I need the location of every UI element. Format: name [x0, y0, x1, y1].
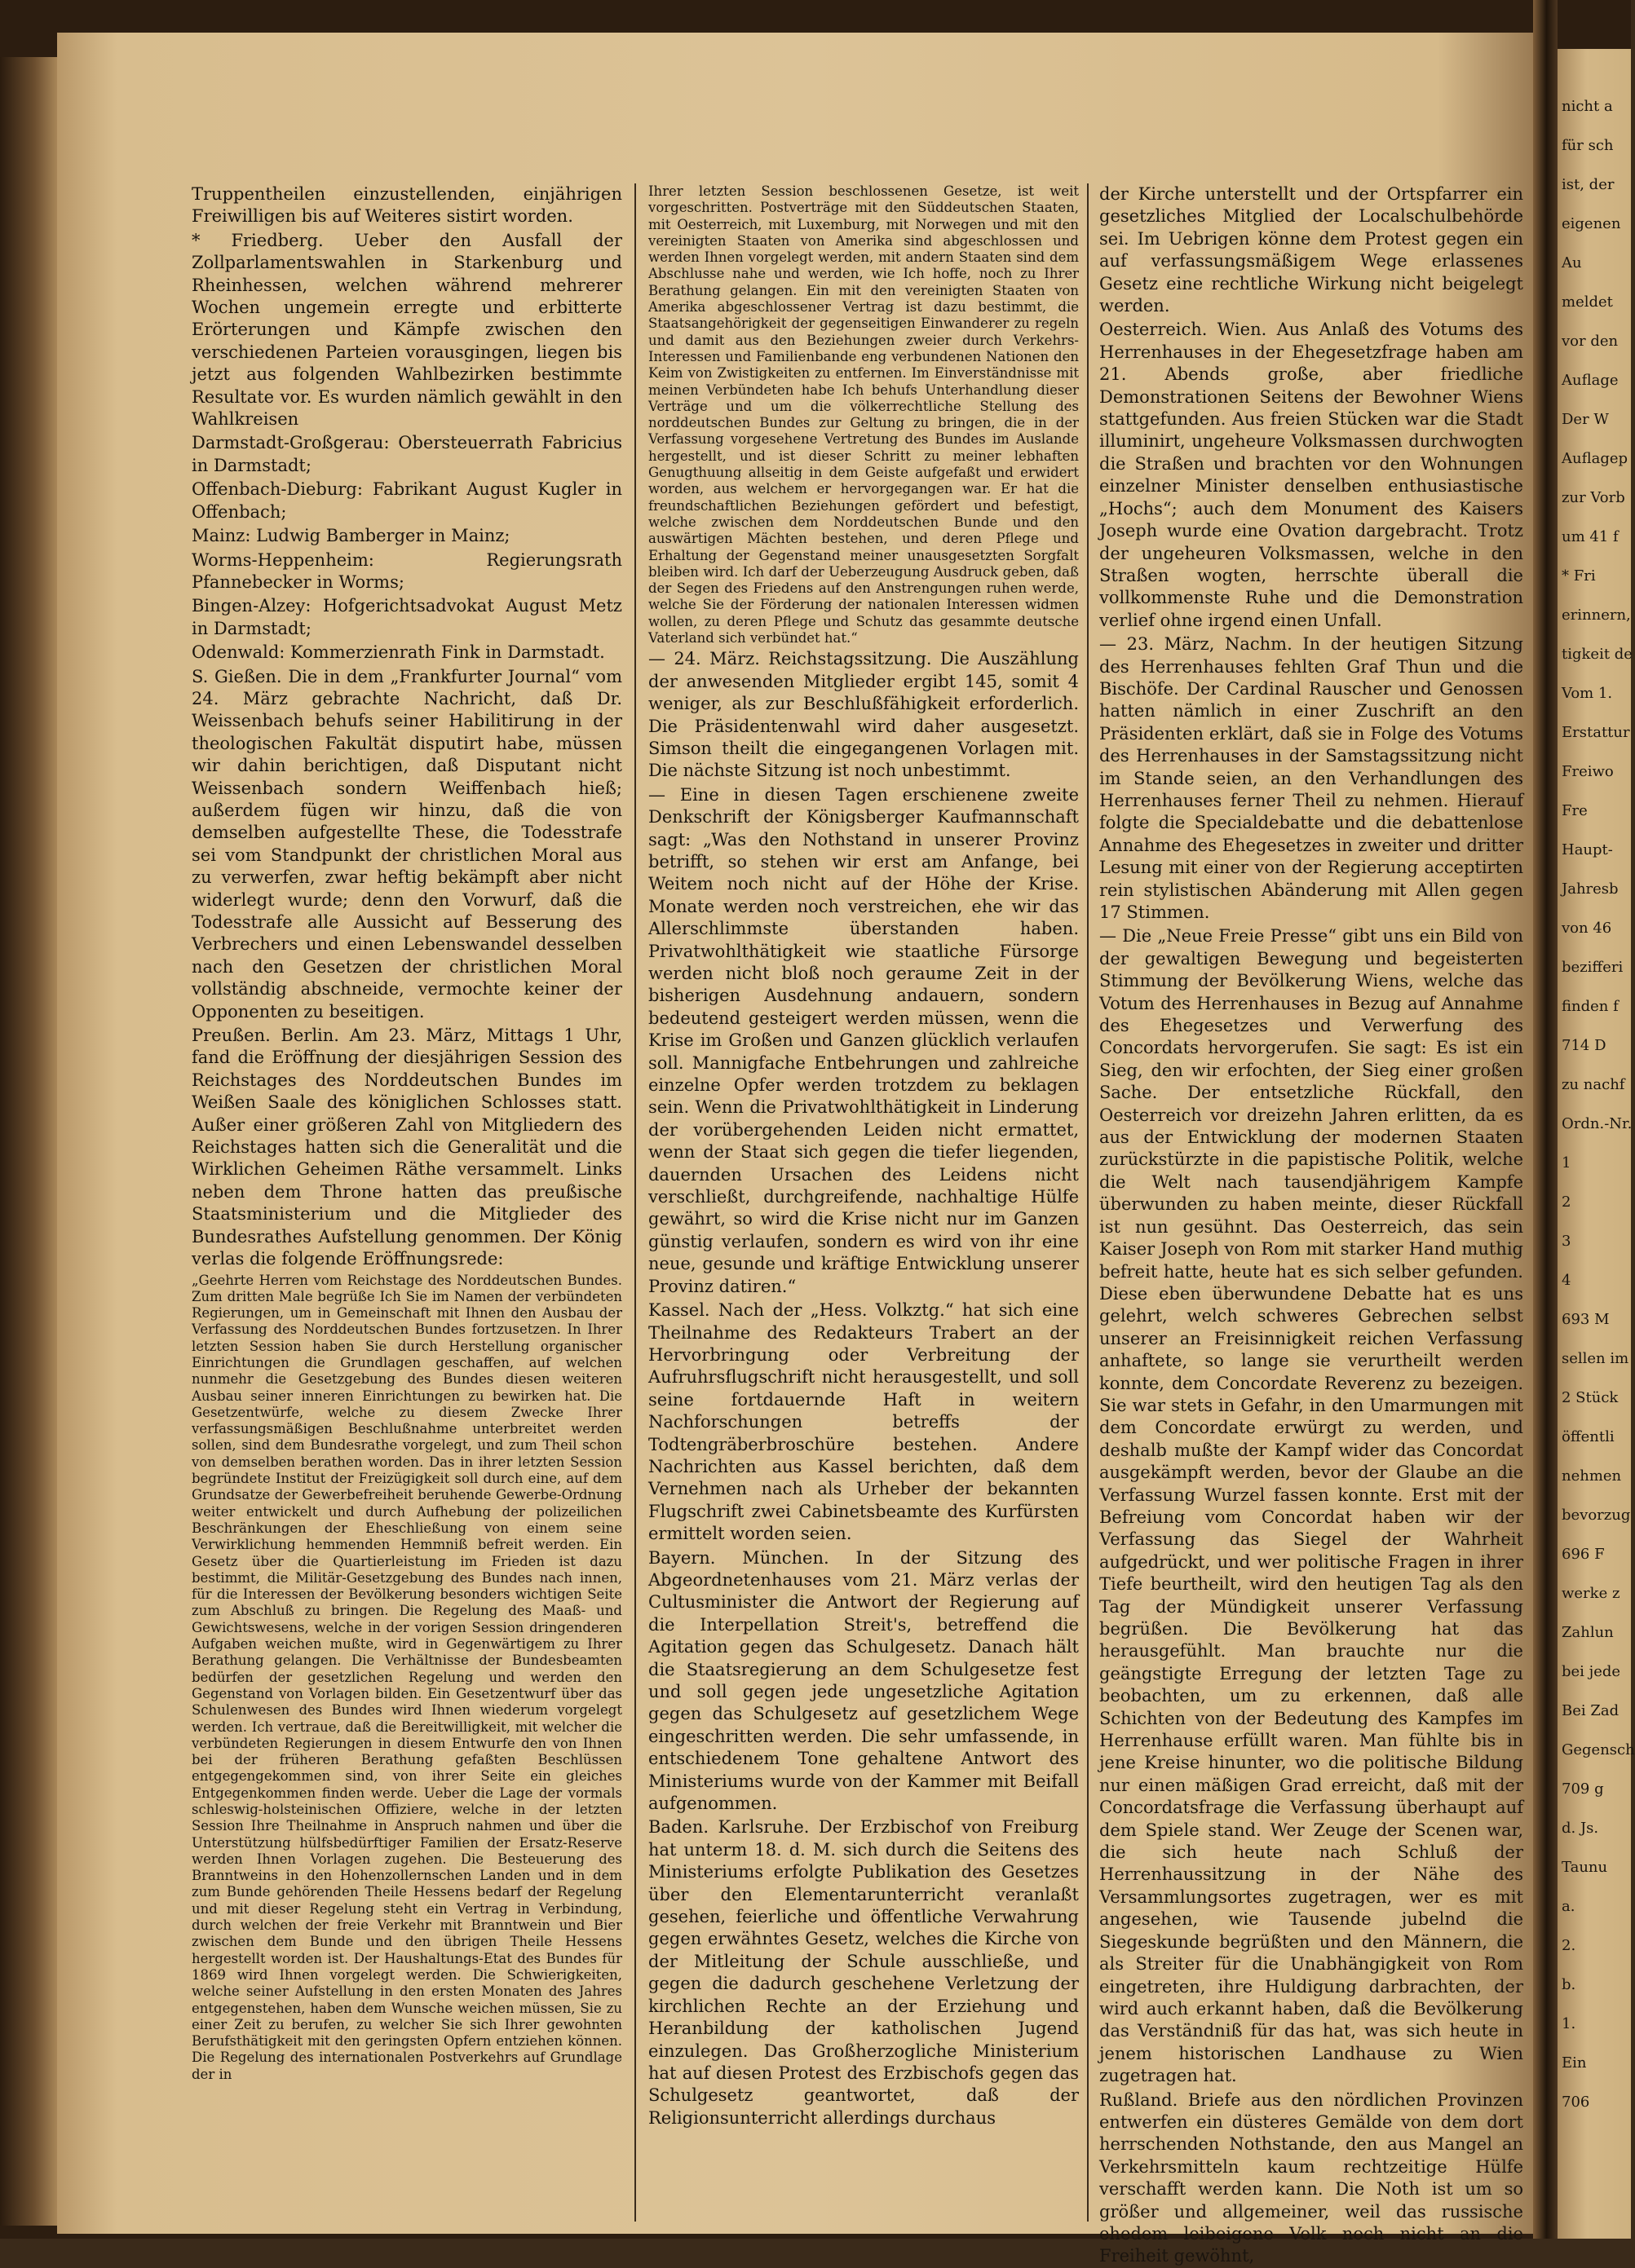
right-page-fragment-text: von 46: [1562, 920, 1612, 937]
right-page-fragment-text: 2 Stück: [1562, 1389, 1619, 1406]
right-page-fragment-text: b.: [1562, 1976, 1576, 1993]
right-page-fragment-text: zur Vorb: [1562, 489, 1625, 506]
right-page-fragment-text: bei jede: [1562, 1663, 1621, 1680]
right-page-fragment-text: Der W: [1562, 411, 1609, 428]
col2-paragraph: — 24. März. Reichstagssitzung. Die Auszählung der anwesenden Mitglieder ergibt 145, somit 4 weniger, als zur Beschlußfähigkeit erforderlich. Die Präsidentenwahl wird daher ausgesetzt. Simson theilt die eingegangenen Vorlagen mit. Die nächste Sitzung ist noch unbestimmt.: [648, 649, 1079, 781]
right-page-fragment-text: 1: [1562, 1154, 1571, 1172]
col3-paragraph: Oesterreich. Wien. Aus Anlaß des Votums des Herrenhauses in der Ehegesetzfrage haben am 21. Abends große, aber friedliche Demonstrationen Seitens der Bewohner Wiens stattgefunden. Aus freien Stücken war die Stadt illuminirt, ungeheure Volksmassen durchwogten die Straßen und brachten vor den Wohnungen einzelner Minister denselben enthusiastische „Hochs“; auch dem Monument des Kaisers Joseph wurde eine Ovation dargebracht. Trotz der ungeheuren Volksmassen, welche in den Straßen wogten, herrschte überall die vollkommenste Ruhe und die Demonstration verlief ohne irgend einen Unfall.: [1099, 320, 1523, 630]
right-page-fragment-text: 693 M: [1562, 1311, 1610, 1328]
right-page-fragment-text: 3: [1562, 1233, 1571, 1250]
right-page-fragment-text: 1.: [1562, 2015, 1576, 2032]
column-rule-1: [634, 183, 636, 2222]
col3-paragraph: — Die „Neue Freie Presse“ gibt uns ein Bild von der gewaltigen Bewegung und begeisterten Stimmung der Bevölkerung Wiens, welche das Votum des Herrenhauses in Bezug auf Annahme des Ehegesetzes und Verwerfung des Concordats hervorgerufen. Sie sagt: Es ist ein Sieg, den wir erfochten, der Sieg einer großen Sache. Der entsetzliche Rückfall, den Oesterreich vor dreizehn Jahren erlitten, da es aus der Entwicklung der modernen Staaten zurückstürzte in die papistische Politik, welche die Welt nach tausendjährigem Kampfe überwunden zu haben meinte, dieser Rückfall ist nun gesühnt. Das Oesterreich, das sein Kaiser Joseph von Rom mit starker Hand muthig befreit hatte, heute hat es sich selber gefunden. Diese eben überwundene Debatte hat es uns gelehrt, welch schweres Gebrechen selbst unserer an Freisinnigkeit reichen Verfassung anhaftete, so lange sie verurtheilt werden konnte, dem Concordate Reverenz zu bezeigen. Sie war stets in Gefahr, in den Umarmungen mit dem Concordate erwürgt zu werden, und deshalb mußte der Kampf wider das Concordat ausgekämpft werden, bevor der Glaube an die Verfassung Wurzel fassen konnte. Erst mit der Befreiung vom Concordat haben wir der Verfassung das Siegel der Wahrheit aufgedrückt, und wer politische Fragen in ihrer Tiefe beurtheilt, wird den heutigen Tag als den Tag der Mündigkeit unserer Verfassung begrüßen. Die Bevölkerung hat das herausgefühlt. Man brauchte nur die geängstigte Erregung der letzten Tage zu beobachten, um zu erkennen, daß alle Schichten von der Bedeutung des Kampfes im Herrenhause erfüllt waren. Man fühlte bis in jene Kreise hinunter, wo die politische Bildung nur einen mäßigen Grad erreicht, daß mit der Concordatsfrage die Verfassung überhaupt auf dem Spiele stand. Wer Zeuge der Scenen war, die sich heute nach Schluß der Herrenhaussitzung in der Nähe des Versammlungsortes zugetragen, wer es mit angesehen, wie Tausende jubelnd die Siegeskunde begrüßten und den Männern, die als Streiter für die Unabhängigkeit von Rom eingetreten, ihre Huldigung darbrachten, der wird auch erkannt haben, daß die Bevölkerung das Verständniß für das hat, was sich heute in jenem historischen Landhause zu Wien zugetragen hat.: [1099, 926, 1523, 2086]
right-page-fragment-text: 709 g: [1562, 1780, 1604, 1798]
col2-paragraph: Baden. Karlsruhe. Der Erzbischof von Freiburg hat unterm 18. d. M. sich durch die Seitens des Ministeriums erfolgte Publikation des Gesetzes über den Elementarunterricht veranlaßt gesehen, feierliche und öffentliche Verwahrung gegen erwähntes Gesetz, welches die Kirche von der Mitleitung der Schule ausschließe, und gegen die dadurch geschehene Verletzung der kirchlichen Rechte an der Erziehung und Heranbildung der katholischen Jugend einzulegen. Das Großherzogliche Ministerium hat auf diesen Protest des Erzbischofs gegen das Schulgesetz geantwortet, daß der Religionsunterricht allerdings durchaus: [648, 1817, 1079, 2128]
col1-paragraph: Truppentheilen einzustellenden, einjährigen Freiwilligen bis auf Weiteres sistirt worden.: [192, 184, 622, 227]
right-page-fragment-text: Au: [1562, 254, 1582, 271]
right-page-fragment-text: * Fri: [1562, 567, 1596, 585]
right-page-fragment-text: vor den: [1562, 333, 1619, 350]
col2-paragraph: — Eine in diesen Tagen erschienene zweite Denkschrift der Königsberger Kaufmannschaft sagt: „Was den Nothstand in unserer Provinz betrifft, so stehen wir erst am Anfange, bei Weitem noch nicht auf der Höhe der Krise. Monate werden noch verstreichen, ehe wir das Allerschlimmste überstanden haben. Privatwohlthätigkeit wie staatliche Fürsorge werden nicht bloß noch geraume Zeit in der bisherigen Ausdehnung andauern, sondern bedeutend gesteigert werden müssen, wenn die Krise im Großen und Ganzen glücklich verlaufen soll. Mannigfache Entbehrungen und zahlreiche einzelne Opfer werden trotzdem zu beklagen sein. Wenn die Privatwohlthätigkeit in Linderung der vorübergehenden Leiden nicht ermattet, wenn der Staat sich gegen die tiefer liegenden, dauernden Ursachen des Leidens nicht verschließt, durchgreifende, nachhaltige Hülfe gewährt, so wird die Krise nicht nur im Ganzen günstig verlaufen, sondern es wird von ihr eine neue, gesunde und kräftige Entwicklung unserer Provinz datiren.“: [648, 784, 1079, 1296]
col1-paragraph: Odenwald: Kommerzienrath Fink in Darmstadt.: [192, 642, 605, 663]
column-2: [648, 183, 1079, 2205]
right-page-fragment-text: für sch: [1562, 137, 1614, 154]
right-page-fragment-text: a.: [1562, 1898, 1575, 1915]
right-page-fragment-text: Auflage: [1562, 372, 1619, 389]
right-page-fragment-text: tigkeit de: [1562, 646, 1633, 663]
right-page-fragment-text: öffentli: [1562, 1428, 1615, 1445]
right-page-fragment-text: Bei Zad: [1562, 1702, 1620, 1719]
right-page-fragment-text: meldet: [1562, 293, 1613, 311]
col1-paragraph: Offenbach-Dieburg: Fabrikant August Kugler in Offenbach;: [192, 479, 622, 522]
stacked-page-edges: [0, 57, 57, 2226]
right-page-fragment-text: finden f: [1562, 998, 1619, 1015]
column-rule-2: [1087, 183, 1089, 2222]
col3-paragraph: der Kirche unterstellt und der Ortspfarrer ein gesetzliches Mitglied der Localschulbehörde sei. Im Uebrigen könne dem Protest gegen ein auf verfassungsmäßigem Wege erlassenes Gesetz eine rechtliche Wirkung nicht beigelegt werden.: [1099, 184, 1523, 316]
col1-paragraph: Mainz: Ludwig Bamberger in Mainz;: [192, 526, 510, 546]
right-page-fragment-text: nicht a: [1562, 98, 1613, 115]
right-page-fragment-text: Auflagep: [1562, 450, 1628, 467]
col2-paragraph: Bayern. München. In der Sitzung des Abgeordnetenhauses vom 21. März verlas der Cultusminister die Antwort der Regierung auf die Interpellation Streit's, betreffend die Agitation gegen das Schulgesetz. Danach hält die Staatsregierung an dem Schulgesetze fest und soll gegen jede ungesetzliche Agitation gegen das Schulgesetz auf gesetzlichem Wege eingeschritten werden. Die sehr umfassende, in entschiedenem Tone gehaltene Antwort des Ministeriums wurde von der Kammer mit Beifall aufgenommen.: [648, 1547, 1079, 1814]
right-page-fragment-text: Ein: [1562, 2054, 1587, 2072]
right-page-fragment-text: nehmen: [1562, 1467, 1622, 1485]
col3-paragraph: — 23. März, Nachm. In der heutigen Sitzung des Herrenhauses fehlten Graf Thun und die Bischöfe. Der Cardinal Rauscher und Genossen hatten nämlich in einer Zuschrift an den Präsidenten erklärt, daß sie in Folge des Votums des Herrenhauses in der Samstagssitzung nicht im Stande seien, an den Verhandlungen des Herrenhauses ferner Theil zu nehmen. Hierauf folgte die Specialdebatte und die debattenlose Annahme des Ehegesetzes in zweiter und dritter Lesung mit einer von der Regierung acceptirten rein stylistischen Abänderung mit Allen gegen 17 Stimmen.: [1099, 634, 1523, 922]
col1-paragraph: Darmstadt-Großgerau: Obersteuerrath Fabricius in Darmstadt;: [192, 433, 622, 475]
right-page-fragment-text: Zahlun: [1562, 1624, 1614, 1641]
right-page-fragment-text: um 41 f: [1562, 528, 1619, 545]
right-page-fragment: [1558, 49, 1635, 2239]
col1-paragraph: * Friedberg. Ueber den Ausfall der Zollparlamentswahlen in Starkenburg und Rheinhessen, welchen während mehrerer Wochen ungemein erregte und erbitterte Erörterungen und Kämpfe zwischen den verschiedenen Parteien vorausgingen, liegen bis jetzt aus folgenden Wahlbezirken bestimmte Resultate vor. Es wurden nämlich gewählt in den Wahlkreisen: [192, 230, 622, 430]
right-page-fragment-text: bevorzug: [1562, 1507, 1631, 1524]
column-1: [192, 183, 622, 2205]
right-page-fragment-text: bezifferi: [1562, 959, 1624, 976]
right-page-fragment-text: Erstattur: [1562, 724, 1630, 741]
col1-paragraph: S. Gießen. Die in dem „Frankfurter Journal“ vom 24. März gebrachte Nachricht, daß Dr. Weissenbach behufs seiner Habilitirung in der theologischen Fakultät disputirt habe, müssen wir dahin berichtigen, daß Disputant nicht Weissenbach sondern Weiffenbach hieß; außerdem fügen wir hinzu, daß die von demselben aufgestellte These, die Todesstrafe sei vom Standpunkt der christlichen Moral aus zu verwerfen, zwar heftig bekämpft aber nicht widerlegt wurde; denn den Vorwurf, daß die Todesstrafe alle Aussicht auf Besserung des Verbrechers und einen Lebenswandel desselben nach den Gesetzen der christlichen Moral vollständig abschneide, vermochte keiner der Opponenten zu beseitigen.: [192, 666, 622, 1021]
right-page-fragment-text: erinnern,: [1562, 607, 1631, 624]
right-page-fragment-text: 696 F: [1562, 1546, 1605, 1563]
right-page-fragment-text: d. Js.: [1562, 1820, 1599, 1837]
right-page-fragment-text: sellen im: [1562, 1350, 1629, 1367]
right-page-fragment-text: Jahresb: [1562, 880, 1619, 898]
right-page-fragment-text: 2: [1562, 1194, 1571, 1211]
right-page-fragment-text: werke z: [1562, 1585, 1620, 1602]
right-page-fragment-text: 706: [1562, 2094, 1590, 2111]
col2-paragraph: Ihrer letzten Session beschlossenen Gesetze, ist weit vorgeschritten. Postverträge mit den Süddeutschen Staaten, mit Oesterreich, mit Luxemburg, mit Norwegen und mit den vereinigten Staaten von Amerika sind abgeschlossen und werden Ihnen vorgelegt werden, mit andern Staaten sind dem Abschlusse nahe und werden, wie Ich hoffe, noch zu Ihrer Berathung gelangen. Ein mit den vereinigten Staaten von Amerika abgeschlossener Vertrag ist dazu bestimmt, die Staatsangehörigkeit der gegenseitigen Einwanderer zu regeln und damit aus den Beziehungen zweier durch Verkehrs-Interessen und Familienbande eng verbundenen Nationen den Keim von Zwistigkeiten zu entfernen. Im Einverständnisse mit meinen Verbündeten habe Ich behufs Unterhandlung dieser Verträge und um die völkerrechtliche Stellung des norddeutschen Bundes zur Geltung zu bringen, die in der Verfassung vorgesehene Vertretung des Bundes im Auslande hergestellt, und ist dieser Schritt zu meiner lebhaften Genugthuung allseitig in dem Geiste aufgefaßt und erwidert worden, aus welchem er hervorgegangen war. Er hat die freundschaftlichen Beziehungen gefördert und befestigt, welche zwischen dem Norddeutschen Bunde und den auswärtigen Mächten bestehen, und deren Pflege und Erhaltung der Gegenstand meiner unausgesetzten Sorgfalt bleiben wird. Ich darf der Ueberzeugung Ausdruck geben, daß der Segen des Friedens auf den Anstrengungen ruhen werde, welche Sie der Förderung der nationalen Interessen widmen wollen, zu deren Pflege und Schutz das gesammte deutsche Vaterland sich verbündet hat.“: [648, 183, 1079, 646]
right-page-fragment-text: 2.: [1562, 1937, 1576, 1954]
right-page-fragment-text: Taunu: [1562, 1859, 1608, 1876]
col1-paragraph: Preußen. Berlin. Am 23. März, Mittags 1 Uhr, fand die Eröffnung der diesjährigen Session des Reichstages des Norddeutschen Bundes im Weißen Saale des königlichen Schlosses statt. Außer einer größeren Zahl von Mitgliedern des Reichstages hatten sich die Generalität und die Wirklichen Geheimen Räthe versammelt. Links neben dem Throne hatten das preußische Staatsministerium und die Mitglieder des Bundesrathes Aufstellung genommen. Der König verlas die folgende Eröffnungsrede:: [192, 1026, 622, 1269]
col1-paragraph: Worms-Heppenheim: Regierungsrath Pfannebecker in Worms;: [192, 549, 622, 592]
right-page-fragment-text: Haupt-: [1562, 841, 1613, 858]
right-page-fragment-text: 4: [1562, 1272, 1571, 1289]
right-page-fragment-text: ist, der: [1562, 176, 1615, 193]
col3-paragraph: Rußland. Briefe aus den nördlichen Provinzen entwerfen ein düsteres Gemälde von dem dort herrschenden Nothstande, den aus Mangel an Verkehrsmitteln kaum rechtzeitige Hülfe verschafft werden kann. Die Noth ist um so größer und allgemeiner, weil das russische ehedem leibeigene Volk noch nicht an die Freiheit gewöhnt,: [1099, 2089, 1523, 2266]
col1-paragraph: „Geehrte Herren vom Reichstage des Norddeutschen Bundes. Zum dritten Male begrüße Ich Sie im Namen der verbündeten Regierungen, um in Gemeinschaft mit Ihnen den Ausbau der Verfassung des Norddeutschen Bundes fortzusetzen. In Ihrer letzten Session haben Sie durch Herstellung organischer Einrichtungen die Grundlagen geschaffen, auf welchen nunmehr die Gesetzgebung des Bundes diesen weiteren Ausbau seiner inneren Einrichtungen zu bewirken hat. Die Gesetzentwürfe, welche zu diesem Zwecke Ihrer verfassungsmäßigen Beschlußnahme unterbreitet werden sollen, sind dem Bundesrathe vorgelegt, und zum Theil schon von demselben berathen worden. Das in ihrer letzten Session begründete Institut der Freizügigkeit soll durch eine, auf dem Grundsatze der Gewerbefreiheit beruhende Gewerbe-Ordnung weiter entwickelt und durch Aufhebung der polizeilichen Beschränkungen der Eheschließung von einem seine Verwirklichung hemmenden Hemmniß befreit werden. Ein Gesetz über die Quartierleistung im Frieden ist dazu bestimmt, die Militär-Gesetzgebung des Bundes nach innen, für die Interessen der Bevölkerung besonders wichtigen Seite zum Abschluß zu bringen. Die Regelung des Maaß- und Gewichtswesens, welche in der vorigen Session dringenderen Aufgaben weichen mußte, wird in Gegenwärtigem zu Ihrer Berathung gelangen. Die Verhältnisse der Bundesbeamten bedürfen der gesetzlichen Regelung und werden den Gegenstand von Vorlagen bilden. Ein Gesetzentwurf über das Schulenwesen des Bundes wird Ihnen wiederum vorgelegt werden. Ich vertraue, daß die Bereitwilligkeit, mit welcher die verbündeten Regierungen in diesem Entwurfe den von Ihnen bei der früheren Berathung gefaßten Beschlüssen entgegengekommen sind, von ihrer Seite ein gleiches Entgegenkommen finden werde. Ueber die Lage der vormals schleswig-holsteinischen Offiziere, welche in der letzten Session Ihre Theilnahme in Anspruch nahmen und über die Unterstützung hülfsbedürftiger Familien der Ersatz-Reserve werden Ihnen Vorlagen zugehen. Die Besteuerung des Branntweins in den Hohenzollernschen Landen und in dem zum Bunde gehörenden Theile Hessens bedarf der Regelung und mit dieser Regelung steht ein Vertrag in Verbindung, durch welchen der freie Verkehr mit Branntwein und Bier zwischen dem Bunde und den übrigen Theile Hessens hergestellt worden ist. Der Haushaltungs-Etat des Bundes für 1869 wird Ihnen vorgelegt werden. Die Schwierigkeiten, welche seiner Aufstellung in den ersten Monaten des Jahres entgegenstehen, haben dem Wunsche weichen müssen, Sie zu einer Zeit zu berufen, zu welcher Sie sich Ihrer gewohnten Berufsthätigkeit mit den geringsten Opfern entziehen können. Die Regelung des internationalen Postverkehrs auf Grundlage der in: [192, 1272, 622, 2082]
col2-paragraph: Kassel. Nach der „Hess. Volkztg.“ hat sich eine Theilnahme des Redakteurs Trabert an der Hervorbringung oder Verbreitung der Aufruhrsflugschrift nicht herausgestellt, und soll seine fortdauernde Haft in weitern Nachforschungen betreffs der Todtengräberbroschüre bestehen. Andere Nachrichten aus Kassel berichten, daß dem Vernehmen nach als Urheber der bekannten Flugschrift zwei Cabinetsbeamte des Kurfürsten ermittelt worden seien.: [648, 1300, 1079, 1544]
right-page-fragment-text: Fre: [1562, 802, 1588, 819]
right-page-fragment-text: 714 D: [1562, 1037, 1606, 1054]
right-page-fragment-text: eigenen: [1562, 215, 1621, 232]
right-page-fragment-text: Gegensch: [1562, 1741, 1635, 1758]
right-page-fragment-text: zu nachf: [1562, 1076, 1625, 1093]
book-gutter: [1533, 0, 1558, 2239]
right-page-fragment-text: Freiwo: [1562, 763, 1614, 780]
right-page-fragment-text: Vom 1.: [1562, 685, 1613, 702]
right-page-fragment-text: Ordn.-Nr.: [1562, 1115, 1633, 1132]
column-3: [1099, 183, 1523, 2266]
col1-paragraph: Bingen-Alzey: Hofgerichtsadvokat August Metz in Darmstadt;: [192, 596, 622, 638]
